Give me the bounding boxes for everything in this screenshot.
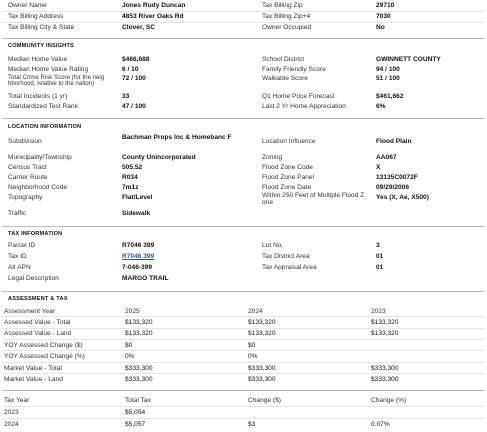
cell-value: $333,300 — [125, 376, 153, 383]
section-divider — [2, 226, 485, 227]
tax-row — [0, 275, 487, 285]
location-row — [0, 193, 487, 209]
row-divider — [2, 418, 485, 419]
field-value: 4853 River Oaks Rd — [122, 13, 184, 20]
field-label: Owner Name — [8, 2, 47, 9]
field-label: School District — [262, 56, 305, 63]
cell-value: $0 — [248, 342, 256, 349]
field-label: Q1 Home Price Forecast — [262, 93, 335, 100]
field-label: Carrier Route — [8, 174, 48, 181]
column-header: Total Tax — [125, 397, 151, 404]
field-label: Traffic — [8, 210, 26, 217]
row-divider — [2, 22, 485, 23]
cell-value: $133,320 — [248, 319, 276, 326]
row-divider — [2, 328, 485, 329]
field-value: 7-046-399 — [122, 264, 153, 271]
field-value: Jones Rudy Duncan — [122, 2, 186, 9]
cell-value: $133,320 — [371, 319, 399, 326]
field-label: Topography — [8, 194, 43, 201]
field-value: R034 — [122, 174, 138, 181]
field-value: Flat/Level — [122, 194, 153, 201]
field-value: 01 — [376, 253, 384, 260]
field-value: MARGO TRAIL — [122, 275, 169, 282]
row-label: YOY Assessed Change ($) — [4, 342, 83, 349]
field-label: Tax Billing Zip — [262, 2, 303, 9]
cell-value: $333,300 — [248, 365, 276, 372]
cell-value: 0.07% — [371, 421, 390, 428]
field-value: 01 — [376, 264, 384, 271]
field-value: Yes (X, Ae, X500) — [376, 194, 429, 201]
cell-value: 0% — [248, 353, 258, 360]
cell-value: $133,320 — [248, 330, 276, 337]
field-label: Flood Zone Panel — [262, 174, 315, 181]
field-label: Legal Description — [8, 275, 59, 282]
row-divider — [2, 316, 485, 317]
field-label: Lot No. — [262, 242, 284, 249]
community-row — [0, 75, 487, 91]
field-label: Neighborhood Code — [8, 184, 68, 191]
cell-value: $133,320 — [125, 330, 153, 337]
tax-id-link[interactable]: R7046 399 — [122, 253, 155, 260]
cell-value: $5,054 — [125, 409, 146, 416]
section-divider — [2, 118, 485, 119]
row-divider — [2, 350, 485, 351]
field-value: 6 / 10 — [122, 66, 139, 73]
field-label: Tax District Area — [262, 253, 310, 260]
column-header: 2023 — [371, 308, 386, 315]
field-value: AA067 — [376, 154, 397, 161]
row-divider — [2, 373, 485, 374]
field-value: 09/29/2006 — [376, 184, 410, 191]
row-label: 2023 — [4, 409, 19, 416]
tax-information-header: TAX INFORMATION — [8, 231, 63, 237]
cell-value: $333,300 — [371, 376, 399, 383]
cell-value: $333,300 — [125, 365, 153, 372]
row-divider — [2, 11, 485, 12]
cell-value: $0 — [125, 342, 133, 349]
location-row — [0, 164, 487, 174]
row-label: Market Value - Total — [4, 365, 63, 372]
field-label: Last 2 Yr Home Appreciation — [262, 103, 346, 110]
row-divider — [2, 339, 485, 340]
row-label: Assessed Value - Land — [4, 330, 72, 337]
field-label: Parcel ID — [8, 242, 36, 249]
row-divider — [2, 362, 485, 363]
field-value: $466,688 — [122, 56, 150, 63]
row-label: 2024 — [4, 421, 19, 428]
field-label: Tax Billing City & State — [8, 24, 75, 31]
field-value: Flood Plain — [376, 138, 412, 145]
field-value: $461,662 — [376, 93, 404, 100]
field-label: Standardized Test Rank — [8, 103, 78, 110]
cell-value: $3 — [248, 421, 256, 428]
cell-value: 0% — [125, 353, 135, 360]
column-header: Assessment Year — [4, 308, 55, 315]
field-value: 7030 — [376, 13, 391, 20]
field-value: X — [376, 164, 381, 171]
field-label: Owner Occupied — [262, 24, 312, 31]
field-label: Tax Billing Address — [8, 13, 64, 20]
column-header: Change ($) — [248, 397, 281, 404]
field-label: Total Crime Risk Score (for the neig hborhood, relative to the nation) — [8, 74, 105, 88]
owner-row — [0, 24, 487, 34]
column-header: 2024 — [248, 308, 263, 315]
field-value: County Unincorporated — [122, 154, 196, 161]
field-label: Location Influence — [262, 138, 316, 145]
field-value: No — [376, 24, 385, 31]
field-value: R7046 399 — [122, 242, 155, 249]
location-row — [0, 135, 487, 151]
field-value: 72 / 100 — [122, 75, 146, 82]
field-value: 33 — [122, 93, 130, 100]
section-divider — [2, 291, 485, 292]
field-value: Clover, SC — [122, 24, 155, 31]
field-label: Zoning — [262, 154, 283, 161]
tax-year-row — [0, 421, 487, 431]
field-label: Census Tract — [8, 164, 47, 171]
community-row — [0, 56, 487, 66]
field-label: Alt APN — [8, 264, 31, 271]
row-label: YOY Assessed Change (%) — [4, 353, 85, 360]
row-label: Market Value - Land — [4, 376, 63, 383]
cell-value: $5,057 — [125, 421, 146, 428]
tax-row — [0, 242, 487, 252]
location-information-header: LOCATION INFORMATION — [8, 124, 82, 130]
field-label: Median Home Value Rating — [8, 66, 89, 73]
field-label: Tax ID — [8, 253, 27, 260]
column-header: Change (%) — [371, 397, 407, 404]
field-label: Total Incidents (1 yr) — [8, 93, 68, 100]
field-label: Within 250 Feet of Multiple Flood Z one — [262, 192, 365, 206]
field-label: Tax Billing Zip+4 — [262, 13, 311, 20]
field-label: Tax Appraisal Area — [262, 264, 317, 271]
section-divider — [2, 38, 485, 39]
community-row — [0, 93, 487, 103]
field-label: Flood Zone Code — [262, 164, 313, 171]
field-value: 94 / 100 — [376, 66, 400, 73]
field-label: Median Home Value — [8, 56, 68, 63]
field-label: Family Friendly Score — [262, 66, 326, 73]
cell-value: $333,300 — [248, 376, 276, 383]
tax-row — [0, 264, 487, 274]
field-value: 47 / 100 — [122, 103, 146, 110]
field-value: 7m1z — [122, 184, 139, 191]
field-value: 51 / 100 — [376, 75, 400, 82]
field-value: 13135C0072F — [376, 174, 418, 181]
field-label: Walkable Score — [262, 75, 308, 82]
column-header: 2025 — [125, 308, 140, 315]
section-divider — [2, 390, 485, 391]
assessment-tax-header: ASSESSMENT & TAX — [8, 296, 68, 302]
tax-row — [0, 253, 487, 263]
location-row — [0, 154, 487, 164]
location-row — [0, 174, 487, 184]
cell-value: $133,320 — [125, 319, 153, 326]
field-label: Flood Zone Date — [262, 184, 312, 191]
field-value: 6% — [376, 103, 386, 110]
column-header: Tax Year — [4, 397, 30, 404]
field-label: Municipality/Township — [8, 154, 72, 161]
cell-value: $133,320 — [371, 330, 399, 337]
row-divider — [2, 406, 485, 407]
field-value: 505.52 — [122, 164, 143, 171]
field-value: Sidewalk — [122, 210, 151, 217]
field-value: GWINNETT COUNTY — [376, 56, 441, 63]
field-value: Bachman Props Inc & Homebanc F — [122, 134, 232, 141]
location-row — [0, 210, 487, 220]
field-value: 29710 — [376, 2, 395, 9]
cell-value: $333,300 — [371, 365, 399, 372]
field-label: Subdivision — [8, 138, 42, 145]
community-insights-header: COMMUNITY INSIGHTS — [8, 43, 74, 49]
community-row — [0, 103, 487, 113]
row-label: Assessed Value - Total — [4, 319, 71, 326]
field-value: 3 — [376, 242, 380, 249]
assessment-row — [0, 376, 487, 386]
